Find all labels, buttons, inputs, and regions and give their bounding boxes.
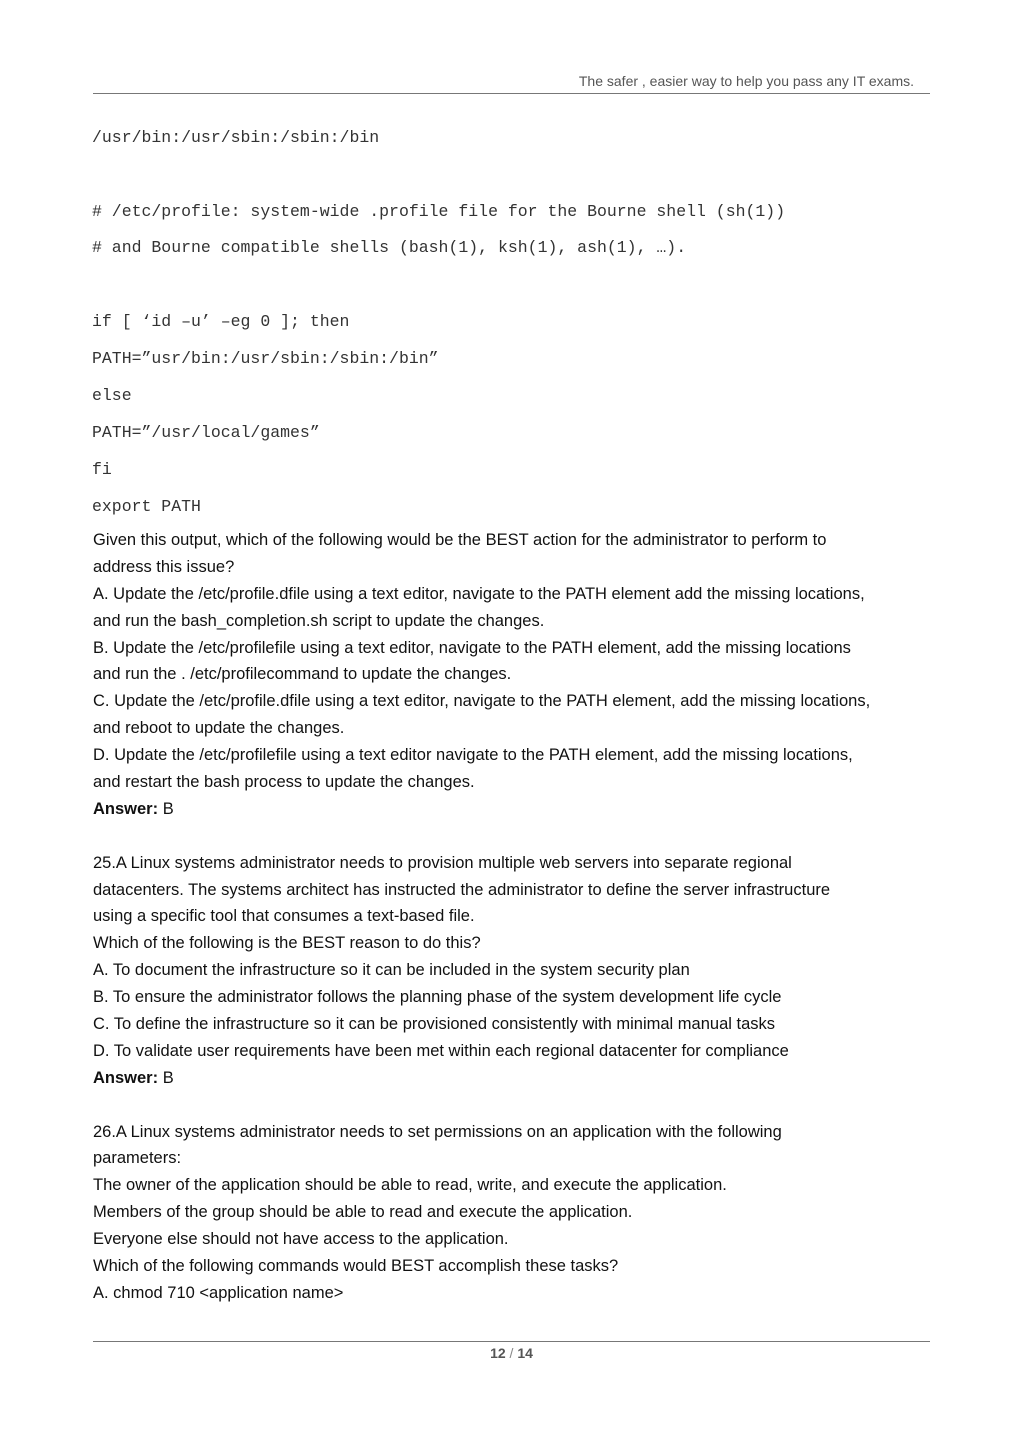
answer-line [93,1065,943,1092]
option-line: B. Update the /etc/profilefile using a text editor, navigate to the PATH element, add the missing locations [93,638,851,657]
answer-value: B [158,799,174,818]
option-line: D. Update the /etc/profilefile using a text editor navigate to the PATH element, add the missing locations, [93,746,853,765]
page-separator: / [505,1345,518,1361]
answer-label: Answer: [93,799,159,818]
code-line: PATH=”/usr/local/games” [92,423,320,442]
answer-value: B [158,1068,174,1087]
question-stem-line: parameters: [93,1149,182,1168]
question-stem-line: Everyone else should not have access to the application. [93,1230,509,1249]
option-line: and run the . /etc/profilecommand to update the changes. [93,665,512,684]
code-line: if [ ‘id –u’ –eg 0 ]; then [92,312,350,331]
question-stem-line: Which of the following commands would BEST accomplish these tasks? [93,1257,619,1276]
option-line: A. Update the /etc/profile.dfile using a text editor, navigate to the PATH element add the missing locations, [93,584,865,603]
code-line: PATH=”usr/bin:/usr/sbin:/sbin:/bin” [92,349,439,368]
option-line: and restart the bash process to update the changes. [93,773,475,792]
option-line: B. To ensure the administrator follows the planning phase of the system development life cycle [93,988,782,1007]
question-stem-line: using a specific tool that consumes a text-based file. [93,907,475,926]
question-stem-line: 25.A Linux systems administrator needs to provision multiple web servers into separate regional [93,853,792,872]
page-current: 12 [490,1345,506,1361]
code-line: # and Bourne compatible shells (bash(1), ksh(1), ash(1), …). [92,238,687,257]
code-line: # /etc/profile: system-wide .profile file for the Bourne shell (sh(1)) [92,202,786,221]
answer-line [93,796,943,823]
answer-label: Answer: [93,1068,159,1087]
page-total: 14 [517,1345,533,1361]
code-line: /usr/bin:/usr/sbin:/sbin:/bin [92,128,380,147]
option-line: and reboot to update the changes. [93,719,345,738]
question-stem-line: Members of the group should be able to read and execute the application. [93,1203,633,1222]
option-line: C. Update the /etc/profile.dfile using a text editor, navigate to the PATH element, add the missing locations, [93,692,871,711]
question-stem-line: address this issue? [93,557,235,576]
code-line: export PATH [92,497,201,516]
header-divider [93,93,930,94]
code-line: else [92,386,132,405]
question-stem-line: datacenters. The systems architect has instructed the administrator to define the server infrastructure [93,880,831,899]
document-body [93,527,943,1307]
option-line: A. To document the infrastructure so it can be included in the system security plan [93,961,690,980]
question-stem-line: 26.A Linux systems administrator needs to set permissions on an application with the following [93,1122,782,1141]
code-line: fi [92,460,112,479]
question-stem-line: Which of the following is the BEST reason to do this? [93,934,481,953]
option-line: A. chmod 710 <application name> [93,1283,344,1302]
option-line: and run the bash_completion.sh script to update the changes. [93,611,545,630]
question-stem-line: The owner of the application should be able to read, write, and execute the application. [93,1176,727,1195]
question-stem-line: Given this output, which of the following would be the BEST action for the administrator to perform to [93,531,827,549]
option-line: D. To validate user requirements have been met within each regional datacenter for compliance [93,1041,789,1060]
header-tagline: The safer , easier way to help you pass any IT exams. [578,73,914,89]
footer-divider [93,1341,930,1342]
option-line: C. To define the infrastructure so it can be provisioned consistently with minimal manual tasks [93,1015,776,1034]
page-number [0,1345,1023,1361]
